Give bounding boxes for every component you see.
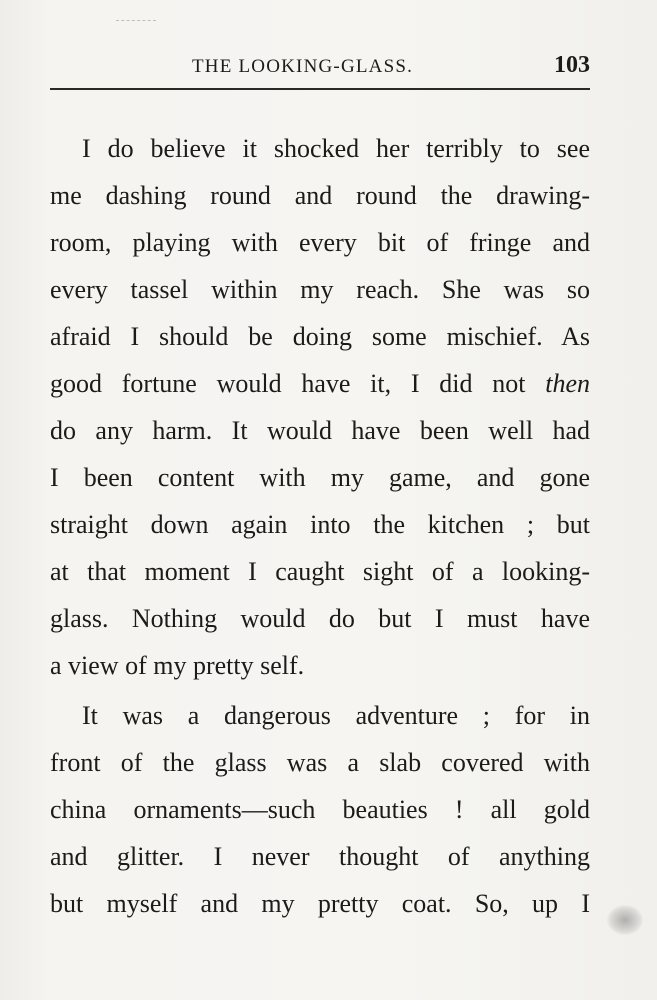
text-line: I do believe it shocked her terribly to see xyxy=(82,134,590,163)
italic-word: then xyxy=(545,369,590,398)
page-number: 103 xyxy=(554,52,590,78)
text-line xyxy=(50,360,590,407)
page-header xyxy=(50,52,590,82)
text-line: a view of my pretty self. xyxy=(50,651,305,680)
text-line: and glitter. I never thought of anything xyxy=(50,842,590,871)
text-line-part: good fortune would have it, I did not xyxy=(50,369,546,398)
text-line: glass. Nothing would do but I must have xyxy=(50,604,590,633)
paper-stain xyxy=(607,905,643,935)
text-line: but myself and my pretty coat. So, up I xyxy=(50,889,590,918)
text-line: I been content with my game, and gone xyxy=(50,463,590,492)
header-rule xyxy=(50,88,590,90)
text-line: every tassel within my reach. She was so xyxy=(50,275,590,304)
text-line: me dashing round and round the drawing- xyxy=(50,181,590,210)
body-text xyxy=(50,125,590,927)
text-line: at that moment I caught sight of a looking- xyxy=(50,557,590,586)
text-line: afraid I should be doing some mischief. As xyxy=(50,322,590,351)
running-title: THE LOOKING-GLASS. xyxy=(192,56,414,77)
text-line: room, playing with every bit of fringe and xyxy=(50,228,590,257)
text-line: china ornaments—such beauties ! all gold xyxy=(50,795,590,824)
paper-mark xyxy=(116,20,156,22)
text-line: do any harm. It would have been well had xyxy=(50,416,590,445)
text-line: straight down again into the kitchen ; but xyxy=(50,510,590,539)
text-line: front of the glass was a slab covered with xyxy=(50,748,590,777)
text-line: It was a dangerous adventure ; for in xyxy=(82,701,590,730)
